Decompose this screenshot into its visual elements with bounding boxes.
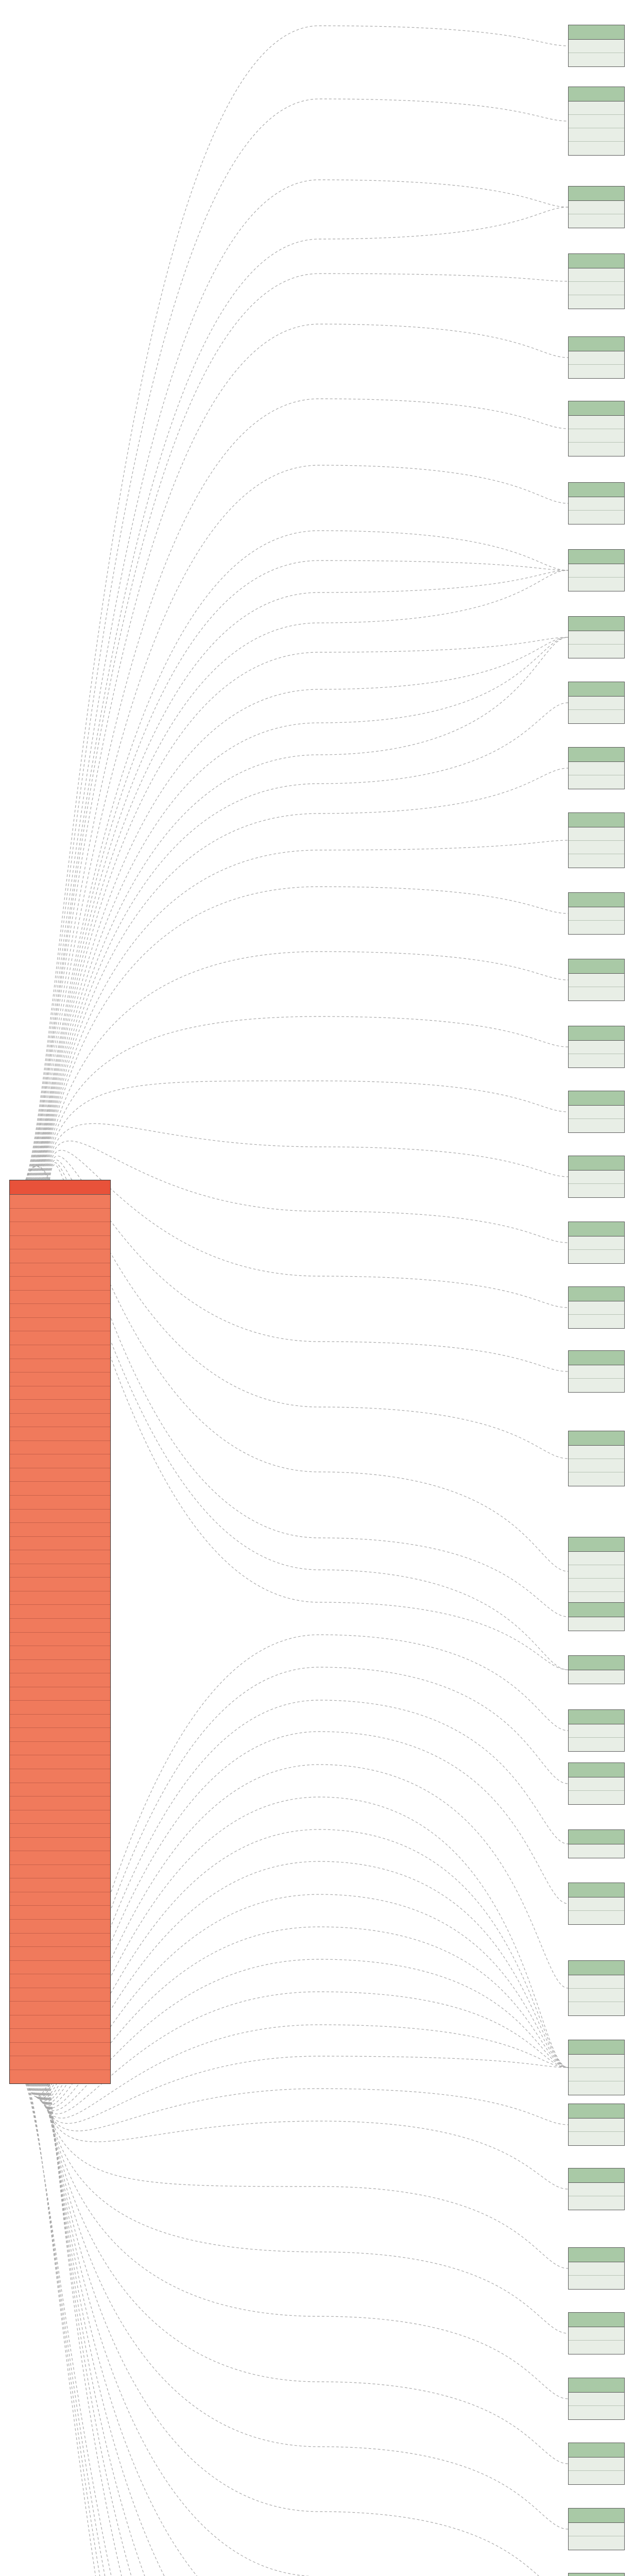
table-header [569,813,624,827]
relation-edge [45,2084,568,2576]
main-table-field [10,1605,110,1619]
table-header [569,550,624,564]
relation-edge [34,570,568,1180]
table-mara [568,186,625,228]
main-table-field [10,1646,110,1660]
main-table-field [10,1797,110,1810]
relation-edge [40,2084,568,2189]
table-t006i [568,616,625,658]
table-field [569,710,624,723]
main-table-field [10,1304,110,1318]
relation-edge [44,2084,568,2529]
relation-edge [26,2084,568,2576]
table-header [569,1710,624,1724]
table-tfacd [568,1655,625,1684]
table-field [569,201,624,214]
table-field [569,1301,624,1315]
table-header [569,1351,624,1365]
main-table-field [10,1578,110,1591]
table-header [569,2104,624,2119]
table-header [569,1431,624,1446]
table-field [569,1844,624,1858]
table-field [569,115,624,128]
main-table-field [10,1660,110,1674]
table-field [569,1106,624,1119]
main-table-field [10,1906,110,1920]
relation-edge [42,952,568,1180]
table-field [569,907,624,921]
table-header [569,2378,624,2393]
table-field [569,2341,624,2354]
table-header [569,959,624,974]
main-table-field [10,1892,110,1906]
main-table-field [10,1564,110,1578]
main-table-field [10,1715,110,1728]
table-tvm2 [568,2443,625,2485]
table-t151 [568,959,625,1001]
relation-edge [45,1124,568,1180]
relation-edge [27,2084,568,2576]
main-table-field [10,2002,110,2015]
table-t178 [568,1091,625,1133]
main-table-field [10,1550,110,1564]
main-table-field [10,1263,110,1277]
table-field [569,101,624,115]
table-field [569,40,624,53]
table-field [569,1379,624,1392]
relation-edge [28,207,568,1180]
relation-edge [37,1992,568,2114]
table-tsab [568,1960,625,2016]
table-field [569,1119,624,1132]
table-field [569,268,624,282]
table-header [569,1537,624,1552]
table-field [569,2183,624,2196]
table-tspa [568,2104,625,2146]
relation-edge [37,637,568,1180]
table-field [569,974,624,987]
table-t149d [568,892,625,935]
main-table-field [10,1974,110,1988]
table-t001l [568,401,625,456]
relation-edge [31,399,568,1180]
main-table [9,1180,111,2084]
main-table-field [10,2070,110,2084]
table-header [569,1287,624,1301]
relation-edge [49,1163,568,1571]
table-field [569,429,624,443]
main-table-field [10,1537,110,1551]
table-field [569,578,624,591]
table-tskd [568,2040,625,2095]
main-table-field [10,1441,110,1455]
relation-edge [49,2084,568,2576]
table-field [569,1724,624,1738]
table-field [569,443,624,456]
main-table-field [10,1510,110,1523]
table-field [569,762,624,775]
table-header [569,1763,624,1777]
table-tvlv [568,2312,625,2354]
table-tvfs [568,2168,625,2210]
relation-edge [43,2084,568,2464]
main-table-field [10,1687,110,1701]
table-field [569,2119,624,2132]
relation-edge [40,768,568,1180]
main-table-field [10,1427,110,1441]
table-header [569,1156,624,1171]
table-tvkt [568,2247,625,2290]
main-table-field [10,2043,110,2057]
main-table-field [10,1372,110,1386]
table-field [569,416,624,429]
main-table-field [10,1851,110,1865]
table-field [569,1459,624,1472]
table-field [569,1250,624,1263]
table-t173 [568,1026,625,1068]
table-header [569,2040,624,2055]
main-table-field [10,1209,110,1223]
table-field [569,1236,624,1250]
relation-edge [32,1829,568,2103]
table-t001w [568,482,625,524]
relation-edge [47,2084,568,2576]
main-table-field [10,2015,110,2029]
relation-edge [42,2084,568,2399]
main-table-field [10,1920,110,1934]
table-field [569,2262,624,2276]
table-field [569,1041,624,1054]
table-field [569,854,624,868]
relation-edge [45,2084,568,2576]
table-field [569,1670,624,1684]
table-field [569,1989,624,2002]
table-field [569,1911,624,1924]
table-field [569,645,624,658]
table-t042z [568,812,625,868]
table-field [569,564,624,578]
table-field [569,2276,624,2289]
table-cepc [568,87,625,156]
main-table-field [10,1769,110,1783]
table-field [569,2458,624,2471]
relation-edge [28,2084,568,2576]
main-table-field [10,2056,110,2070]
main-table-field [10,1838,110,1852]
table-field [569,2002,624,2015]
table-field [569,53,624,66]
table-header [569,2248,624,2262]
main-table-field [10,1222,110,1236]
main-table-field [10,1701,110,1715]
main-table-field [10,1728,110,1742]
relation-edge [41,2084,568,2333]
table-field [569,365,624,378]
main-table-field [10,1359,110,1373]
table-field [569,295,624,309]
table-field [569,128,624,142]
main-table-field [10,1619,110,1633]
table-snum [568,336,625,379]
main-table-field [10,2029,110,2043]
main-table-field [10,1277,110,1291]
table-field [569,1552,624,1565]
relation-edge [35,1927,568,2108]
main-table-field [10,1878,110,1892]
table-field [569,2055,624,2068]
table-header [569,2168,624,2183]
table-header [569,2573,624,2576]
table-header [569,748,624,762]
relation-edge [41,887,568,1180]
main-table-field [10,1824,110,1838]
main-table-field [10,1454,110,1468]
main-table-field [10,1482,110,1496]
table-field [569,2068,624,2081]
main-table-field [10,1345,110,1359]
table-header [569,1026,624,1041]
table-field [569,2196,624,2210]
table-field [569,1617,624,1631]
table-field [569,2523,624,2536]
table-field [569,1791,624,1804]
main-table-field [10,1400,110,1414]
main-table-field [10,1865,110,1879]
main-table-field [10,1386,110,1400]
main-table-field [10,1755,110,1769]
relation-edge [38,637,568,1180]
table-field [569,2081,624,2095]
table-header [569,682,624,697]
relation-edge [33,1861,568,2104]
relation-edge [49,2084,568,2576]
table-field [569,1315,624,1328]
relation-edge [31,465,568,1180]
table-field [569,1446,624,1459]
main-table-field [10,1810,110,1824]
relation-edge [43,1016,568,1180]
relation-edge [27,99,568,1180]
main-table-field [10,1523,110,1537]
relation-edge [41,2084,568,2268]
table-tvm1 [568,2378,625,2420]
table-t179 [568,1156,625,1198]
main-table-header [10,1180,110,1195]
table-aufk [568,25,625,67]
table-t683 [568,1537,625,1606]
relation-edge [36,637,568,1180]
table-header [569,2443,624,2458]
main-table-field [10,1633,110,1647]
table-header [569,1656,624,1670]
table-field [569,2132,624,2145]
table-header [569,254,624,268]
table-field [569,511,624,524]
relation-edge [37,2025,568,2118]
relation-edge [46,1150,568,1308]
table-header [569,87,624,101]
table-header [569,401,624,416]
table-header [569,617,624,631]
table-t006 [568,549,625,591]
relation-edge [39,2084,568,2131]
table-header [569,337,624,351]
relation-edge [34,1894,568,2106]
relation-edge [31,1797,568,2101]
table-header [569,187,624,201]
table-field [569,142,624,155]
table-header [569,483,624,497]
main-table-field [10,1783,110,1797]
relation-edge [46,2084,568,2576]
main-table-field [10,1195,110,1209]
table-field [569,1777,624,1791]
main-table-field [10,1249,110,1263]
table-field [569,1738,624,1751]
relation-edge [33,561,568,1180]
table-field [569,841,624,854]
relation-edge [45,1141,568,1243]
relation-edge [39,703,568,1180]
main-table-field [10,1331,110,1345]
table-field [569,351,624,365]
table-field [569,2536,624,2550]
table-t459a [568,1350,625,1393]
table-field [569,1365,624,1379]
relation-edge [48,1160,568,1459]
relation-edge [36,1959,568,2111]
table-field [569,282,624,295]
table-header [569,893,624,907]
relation-edge [31,1765,568,2100]
table-field [569,1054,624,1067]
table-tprio [568,1883,625,1925]
table-field [569,1472,624,1486]
main-table-field [10,1742,110,1756]
main-table-field [10,1988,110,2002]
table-tbdls [568,1602,625,1631]
main-table-field [10,1591,110,1605]
main-table-field [10,1236,110,1250]
relation-edge [27,180,568,1180]
table-tkkaa [568,1709,625,1752]
relation-edge [49,1165,568,1617]
table-field [569,1897,624,1911]
table-tvm4 [568,2573,625,2576]
table-field [569,1184,624,1197]
table-field [569,214,624,228]
table-header [569,1091,624,1106]
table-field [569,2393,624,2406]
main-table-field [10,1414,110,1428]
table-header [569,2509,624,2523]
table-field [569,2327,624,2341]
main-table-field [10,1291,110,1304]
table-t605 [568,1431,625,1486]
table-t189 [568,1286,625,1329]
table-header [569,1830,624,1844]
table-field [569,921,624,934]
table-header [569,1603,624,1617]
relation-edge [38,2056,568,2124]
relation-edge [41,840,568,1180]
table-tojtb [568,1829,625,1858]
table-header [569,1961,624,1975]
table-field [569,1565,624,1579]
table-tvm3 [568,2508,625,2550]
main-table-field [10,1947,110,1961]
table-field [569,1171,624,1184]
table-mch1 [568,253,625,309]
relation-edge [26,26,568,1180]
relation-edge [27,2084,568,2576]
table-field [569,1579,624,1592]
table-t040 [568,682,625,724]
table-field [569,2406,624,2419]
table-t040s [568,747,625,789]
table-header [569,25,624,40]
main-table-field [10,1496,110,1510]
relation-edge [44,1081,568,1180]
relation-edge [30,324,568,1180]
main-table-field [10,1934,110,1947]
table-field [569,497,624,511]
table-field [569,2471,624,2484]
main-table-field [10,1318,110,1332]
main-table-field [10,1961,110,1975]
table-field [569,775,624,789]
table-field [569,987,624,1001]
table-t188 [568,1222,625,1264]
table-header [569,1883,624,1897]
main-table-field [10,1468,110,1482]
table-field [569,1975,624,1989]
table-header [569,1222,624,1236]
main-table-field [10,1673,110,1687]
table-field [569,631,624,645]
table-field [569,697,624,710]
table-tmfg [568,1762,625,1805]
table-header [569,2313,624,2327]
relation-edge [47,1156,568,1371]
table-field [569,827,624,841]
